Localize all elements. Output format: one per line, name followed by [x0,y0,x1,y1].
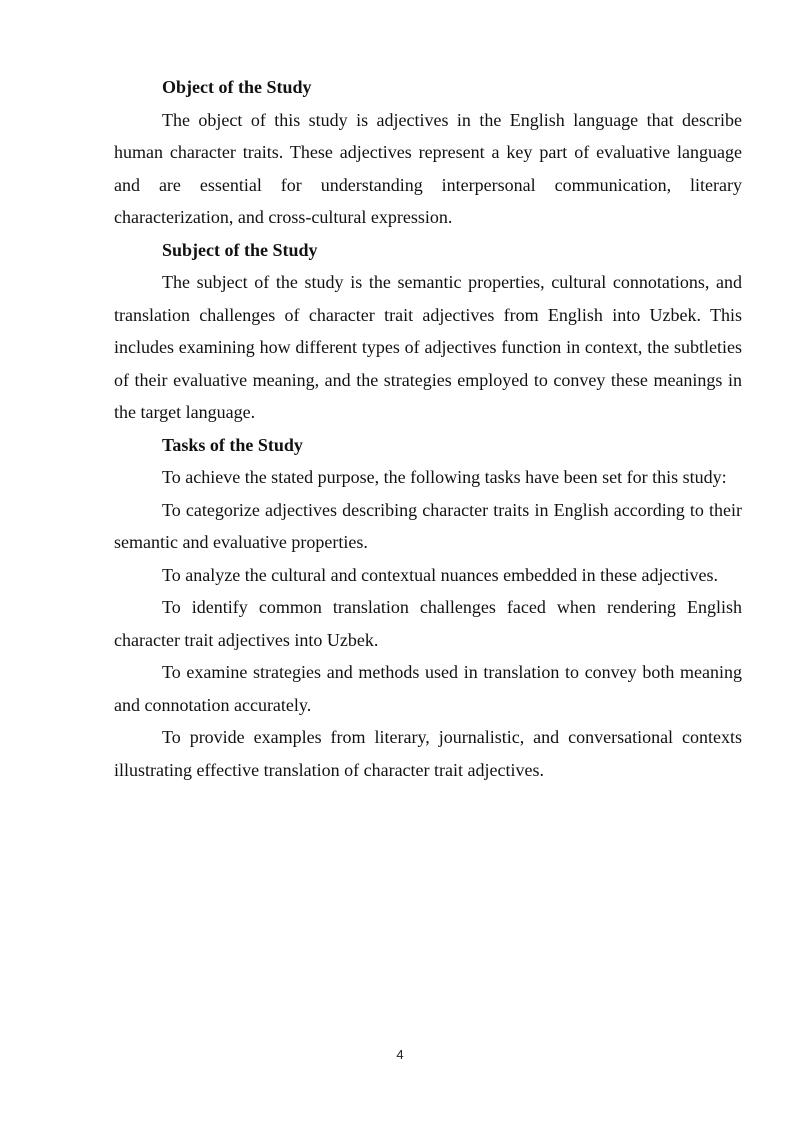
tasks-intro-paragraph: To achieve the stated purpose, the following tasks have been set for this study: [162,467,727,487]
task-item: To examine strategies and methods used in translation to convey both meaning and connotation accurately. [114,662,742,715]
subject-heading: Subject of the Study [162,239,318,260]
task-item: To analyze the cultural and contextual nuances embedded in these adjectives. [162,564,719,585]
page-content [114,71,742,786]
task-item: To identify common translation challenges faced when rendering English character trait adjectives into Uzbek. [114,597,742,650]
page-number: 4 [396,1047,404,1062]
object-paragraph: The object of this study is adjectives in the English language that describe human character traits. These adjectives represent a key part of evaluative language and are essential for understanding interpersonal communication, literary characterization, and cross-cultural expression. [114,109,742,227]
subject-paragraph: The subject of the study is the semantic properties, cultural connotations, and translation challenges of character trait adjectives from English into Uzbek. This includes examining how different types of adjectives function in context, the subtleties of their evaluative meaning, and the strategies employed to convey these meanings in the target language. [114,272,742,422]
task-item: To categorize adjectives describing character traits in English according to their semantic and evaluative properties. [114,499,742,552]
task-item: To provide examples from literary, journalistic, and conversational contexts illustrating effective translation of character trait adjectives. [114,727,742,780]
tasks-heading: Tasks of the Study [162,434,303,455]
object-heading: Object of the Study [162,77,312,97]
